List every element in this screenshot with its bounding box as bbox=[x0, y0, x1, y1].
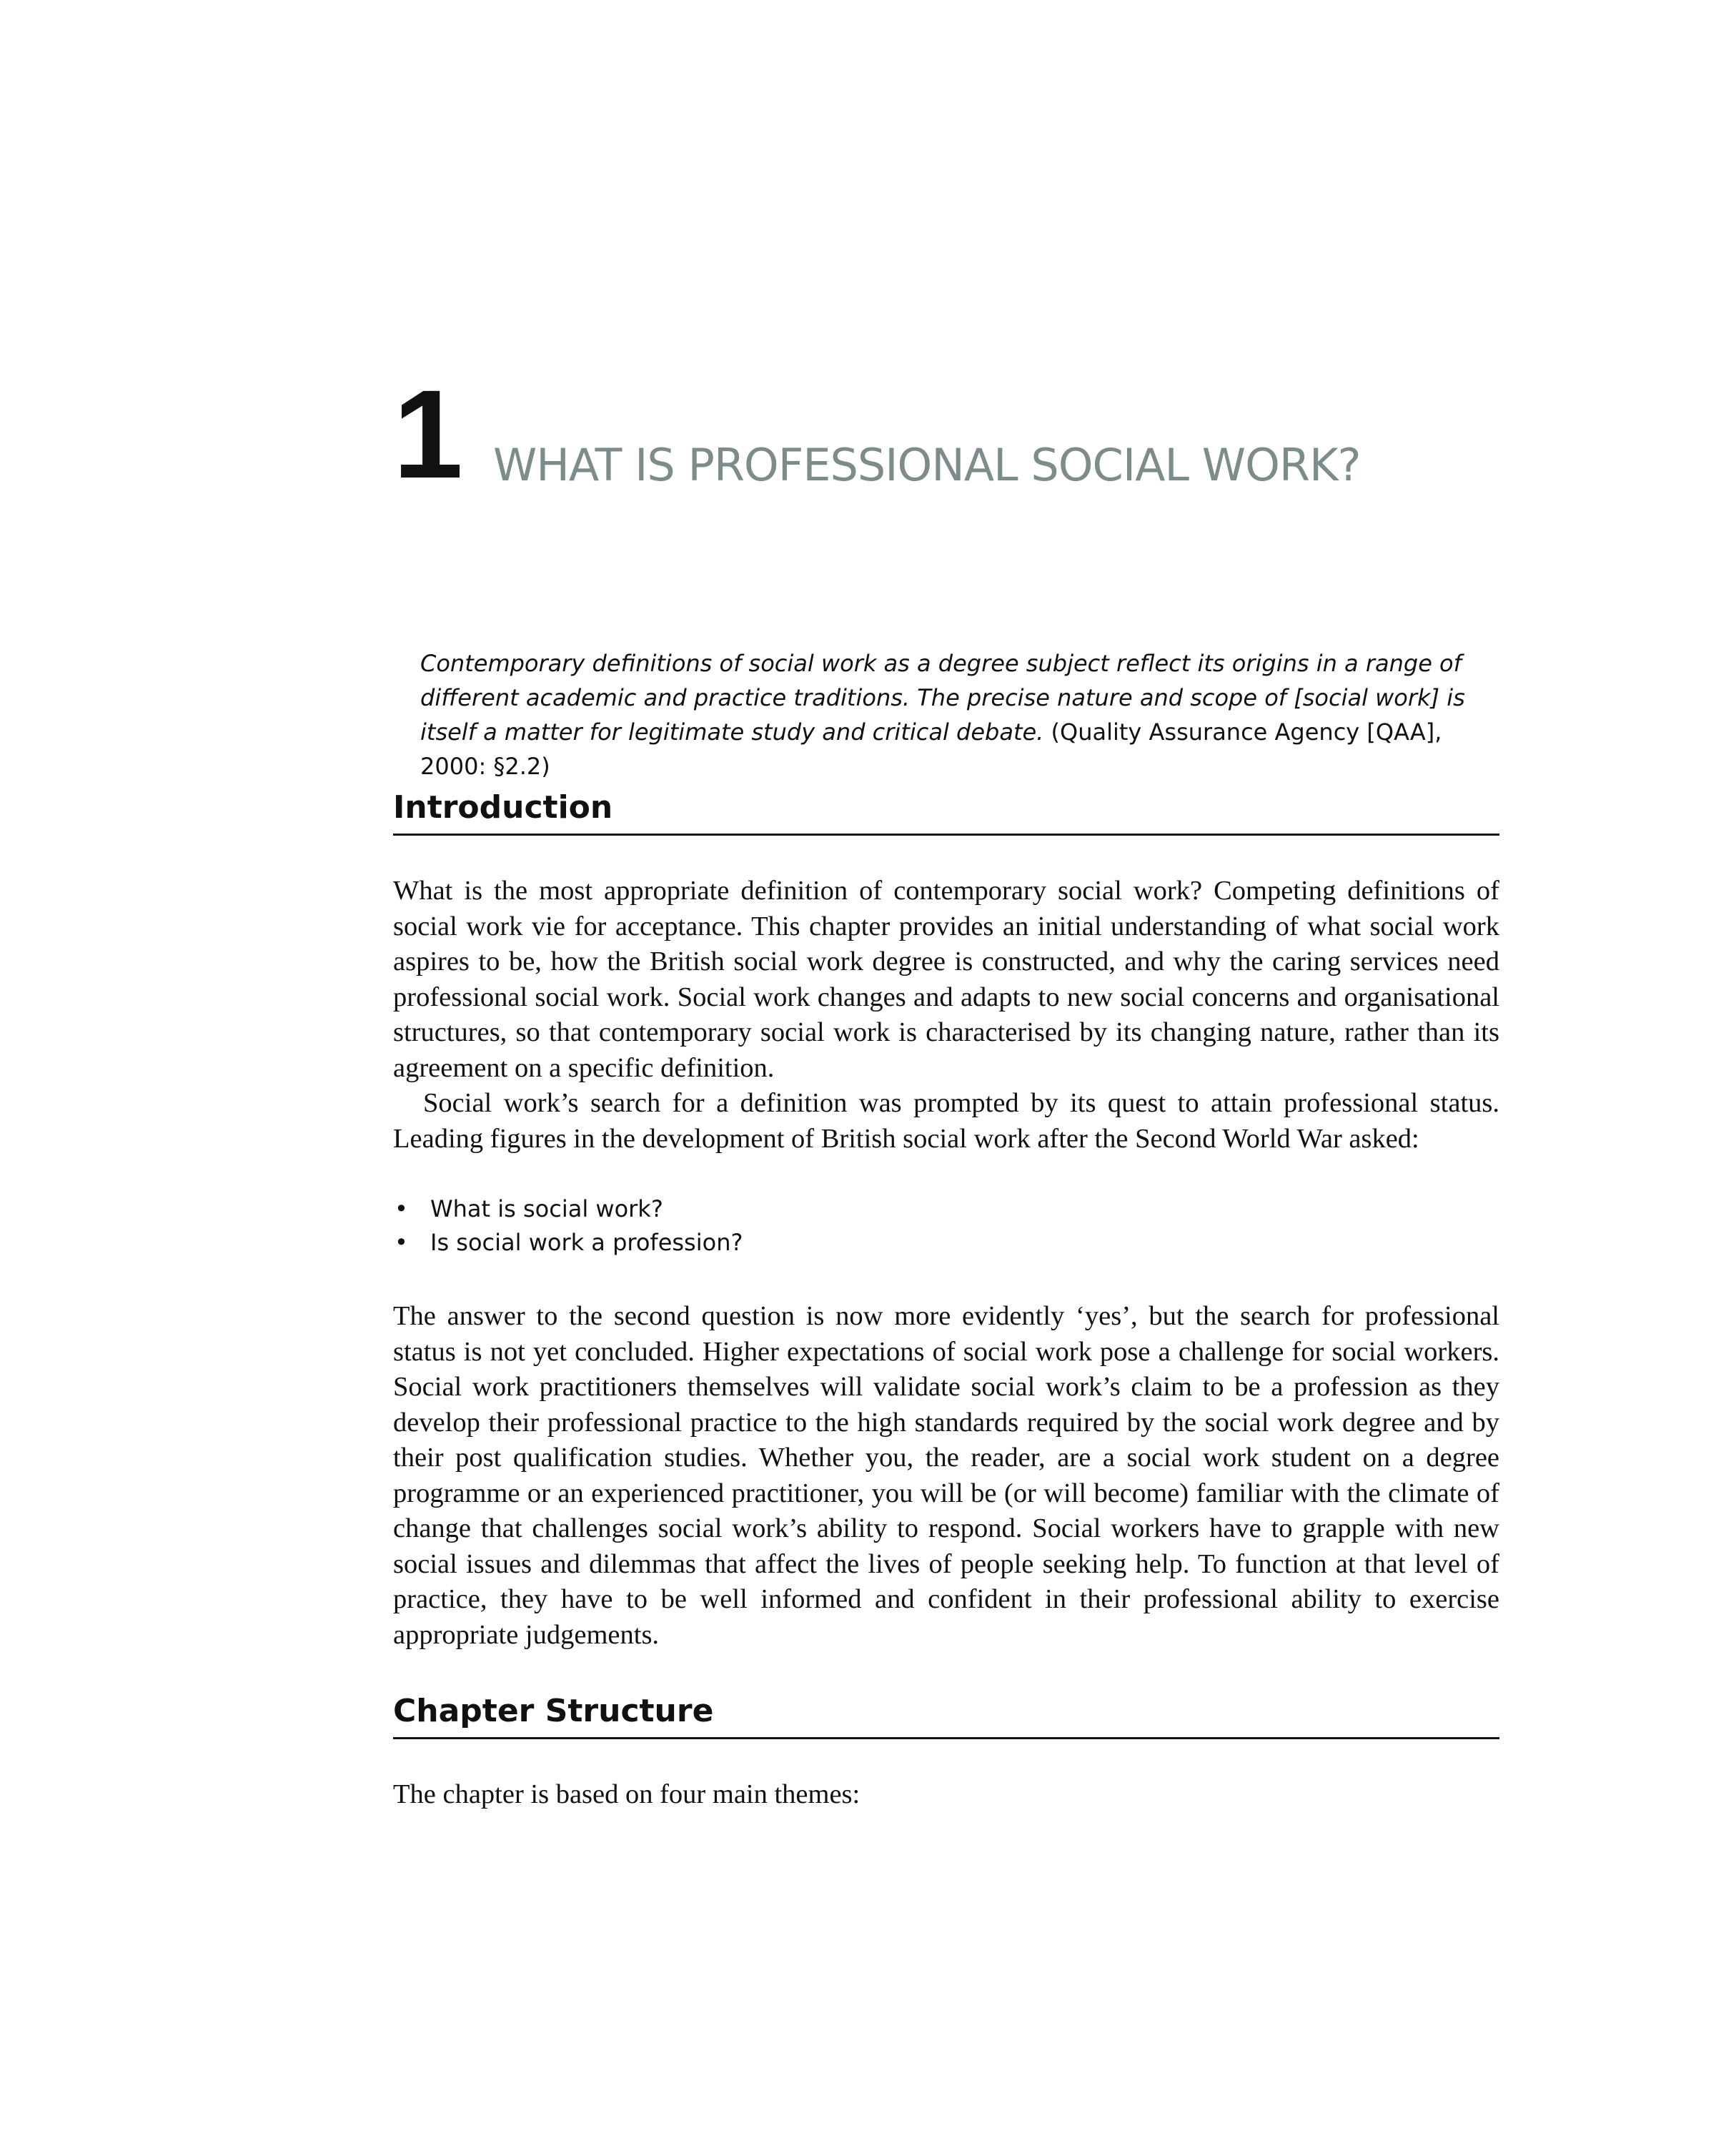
introduction-paragraph-2: Social work’s search for a definition was prompted by its quest to attain professional status. Leading figures in the development of British social work after the Second World War asked: bbox=[393, 1088, 1499, 1154]
chapter-header bbox=[393, 365, 1508, 505]
chapter-title: WHAT IS PROFESSIONAL SOCIAL WORK? bbox=[493, 439, 1361, 491]
introduction-paragraph-1: What is the most appropriate definition of contemporary social work? Competing definitions of social work vie for acceptance. This chapter provides an initial understanding of what social work aspires to be, how the British social work degree is constructed, and why the caring services need professional social work. Social work changes and adapts to new social concerns and organisational structures, so that contemporary social work is characterised by its changing nature, rather than its agreement on a specific definition. bbox=[393, 876, 1499, 1083]
introduction-paragraph-3: The answer to the second question is now more evidently ‘yes’, but the search for professional status is not yet concluded. Higher expectations of social work pose a challenge for social workers. Social work practitioners themselves will validate social work’s claim to be a profession as they develop their professional practice to the high standards required by the social work degree and by their post qualification studies. Whether you, the reader, are a social work student on a degree programme or an experienced practitioner, you will be (or will become) familiar with the climate of change that challenges social work’s ability to respond. Social workers have to grapple with new social issues and dilemmas that affect the lives of people seeking help. To function at that level of practice, they have to be well informed and confident in their professional ability to exercise appropriate judgements. bbox=[393, 1301, 1499, 1650]
bullet-icon: • bbox=[395, 1229, 408, 1256]
question-list bbox=[393, 1192, 1499, 1260]
list-item-text: Is social work a profession? bbox=[430, 1229, 743, 1256]
epigraph bbox=[420, 646, 1499, 783]
chapter-structure-paragraph-1: The chapter is based on four main themes: bbox=[393, 1779, 860, 1809]
list-item-text: What is social work? bbox=[430, 1195, 663, 1222]
bullet-icon: • bbox=[395, 1195, 408, 1222]
introduction-heading: Introduction bbox=[393, 786, 1499, 836]
chapter-number: 1 bbox=[393, 365, 460, 505]
epigraph-citation: (Quality Assurance Agency [QAA], 2000: §2.2) bbox=[420, 718, 1442, 780]
chapter-structure-heading: Chapter Structure bbox=[393, 1690, 1499, 1739]
epigraph-quote: Contemporary definitions of social work as a degree subject reflect its origins in a range of different academic and practice traditions. The precise nature and scope of [social work] is itself a matter for legitimate study and critical debate. bbox=[420, 650, 1465, 746]
list-item bbox=[393, 1226, 1499, 1260]
list-item bbox=[393, 1192, 1499, 1226]
